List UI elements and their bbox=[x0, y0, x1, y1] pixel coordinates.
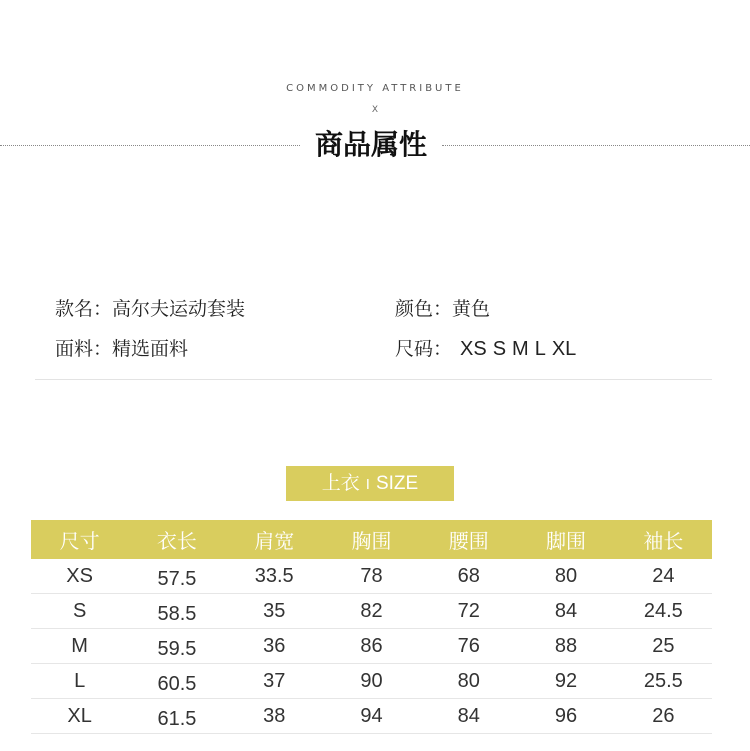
attribute-size bbox=[395, 334, 582, 361]
table-cell: 76 bbox=[420, 629, 517, 664]
size-table bbox=[31, 520, 712, 734]
table-cell: 58.5 bbox=[128, 597, 225, 632]
table-cell: 60.5 bbox=[128, 667, 225, 702]
table-cell: L bbox=[31, 664, 128, 699]
header-waist: 腰围 bbox=[420, 520, 517, 559]
table-cell: 96 bbox=[517, 699, 614, 734]
color-label: 颜色： bbox=[395, 298, 453, 320]
table-row bbox=[31, 594, 712, 629]
table-cell: 82 bbox=[323, 594, 420, 629]
size-option: XL bbox=[551, 338, 577, 360]
header-chest: 胸围 bbox=[323, 520, 420, 559]
table-cell: 88 bbox=[517, 629, 614, 664]
table-cell: 36 bbox=[226, 629, 323, 664]
subtitle-x: X bbox=[371, 105, 379, 115]
table-cell: 84 bbox=[517, 594, 614, 629]
table-cell: 68 bbox=[420, 559, 517, 594]
size-values bbox=[460, 338, 582, 360]
table-cell: 61.5 bbox=[128, 702, 225, 737]
attribute-style bbox=[55, 294, 245, 321]
table-cell: XS bbox=[31, 559, 128, 594]
dotted-divider-right bbox=[442, 145, 750, 146]
color-value: 黄色 bbox=[452, 298, 491, 320]
size-option: L bbox=[534, 338, 546, 360]
table-row bbox=[31, 629, 712, 664]
table-header-row bbox=[31, 520, 712, 559]
table-row bbox=[31, 664, 712, 699]
table-cell: 26 bbox=[615, 699, 712, 734]
table-cell: 33.5 bbox=[226, 559, 323, 594]
size-label: 尺码： bbox=[395, 338, 453, 360]
table-cell: 59.5 bbox=[128, 632, 225, 667]
header-size: 尺寸 bbox=[31, 520, 128, 559]
table-cell: M bbox=[31, 629, 128, 664]
table-cell: 37 bbox=[226, 664, 323, 699]
attribute-fabric bbox=[55, 334, 188, 361]
section-label: SIZE bbox=[375, 473, 419, 494]
style-value: 高尔夫运动套装 bbox=[112, 298, 246, 320]
size-option: S bbox=[492, 338, 507, 360]
section-part: 上衣 bbox=[321, 473, 360, 494]
table-cell: 78 bbox=[323, 559, 420, 594]
table-cell: S bbox=[31, 594, 128, 629]
table-cell: 72 bbox=[420, 594, 517, 629]
size-option: M bbox=[512, 338, 529, 360]
header-shoulder: 肩宽 bbox=[226, 520, 323, 559]
table-row bbox=[31, 559, 712, 594]
dotted-divider-left bbox=[0, 145, 300, 146]
title-row bbox=[0, 125, 750, 165]
fabric-value: 精选面料 bbox=[112, 338, 189, 360]
table-cell: 86 bbox=[323, 629, 420, 664]
table-cell: 94 bbox=[323, 699, 420, 734]
header-length: 衣长 bbox=[128, 520, 225, 559]
table-cell: XL bbox=[31, 699, 128, 734]
subtitle-english: COMMODITY ATTRIBUTE bbox=[286, 83, 464, 94]
header-sleeve: 袖长 bbox=[615, 520, 712, 559]
table-cell: 80 bbox=[517, 559, 614, 594]
table-cell: 92 bbox=[517, 664, 614, 699]
table-cell: 25.5 bbox=[615, 664, 712, 699]
table-cell: 80 bbox=[420, 664, 517, 699]
attribute-color bbox=[395, 294, 490, 321]
table-cell: 24 bbox=[615, 559, 712, 594]
style-label: 款名： bbox=[55, 298, 113, 320]
section-separator: I bbox=[365, 476, 370, 493]
page-title: 商品属性 bbox=[314, 128, 427, 161]
fabric-label: 面料： bbox=[55, 338, 113, 360]
table-cell: 38 bbox=[226, 699, 323, 734]
table-row bbox=[31, 699, 712, 734]
table-cell: 84 bbox=[420, 699, 517, 734]
table-cell: 90 bbox=[323, 664, 420, 699]
section-tag bbox=[286, 466, 454, 501]
header-hem: 脚围 bbox=[517, 520, 614, 559]
table-cell: 25 bbox=[615, 629, 712, 664]
table-cell: 24.5 bbox=[615, 594, 712, 629]
table-cell: 57.5 bbox=[128, 562, 225, 597]
separator-line bbox=[35, 379, 712, 380]
size-option: XS bbox=[460, 338, 487, 360]
table-cell: 35 bbox=[226, 594, 323, 629]
